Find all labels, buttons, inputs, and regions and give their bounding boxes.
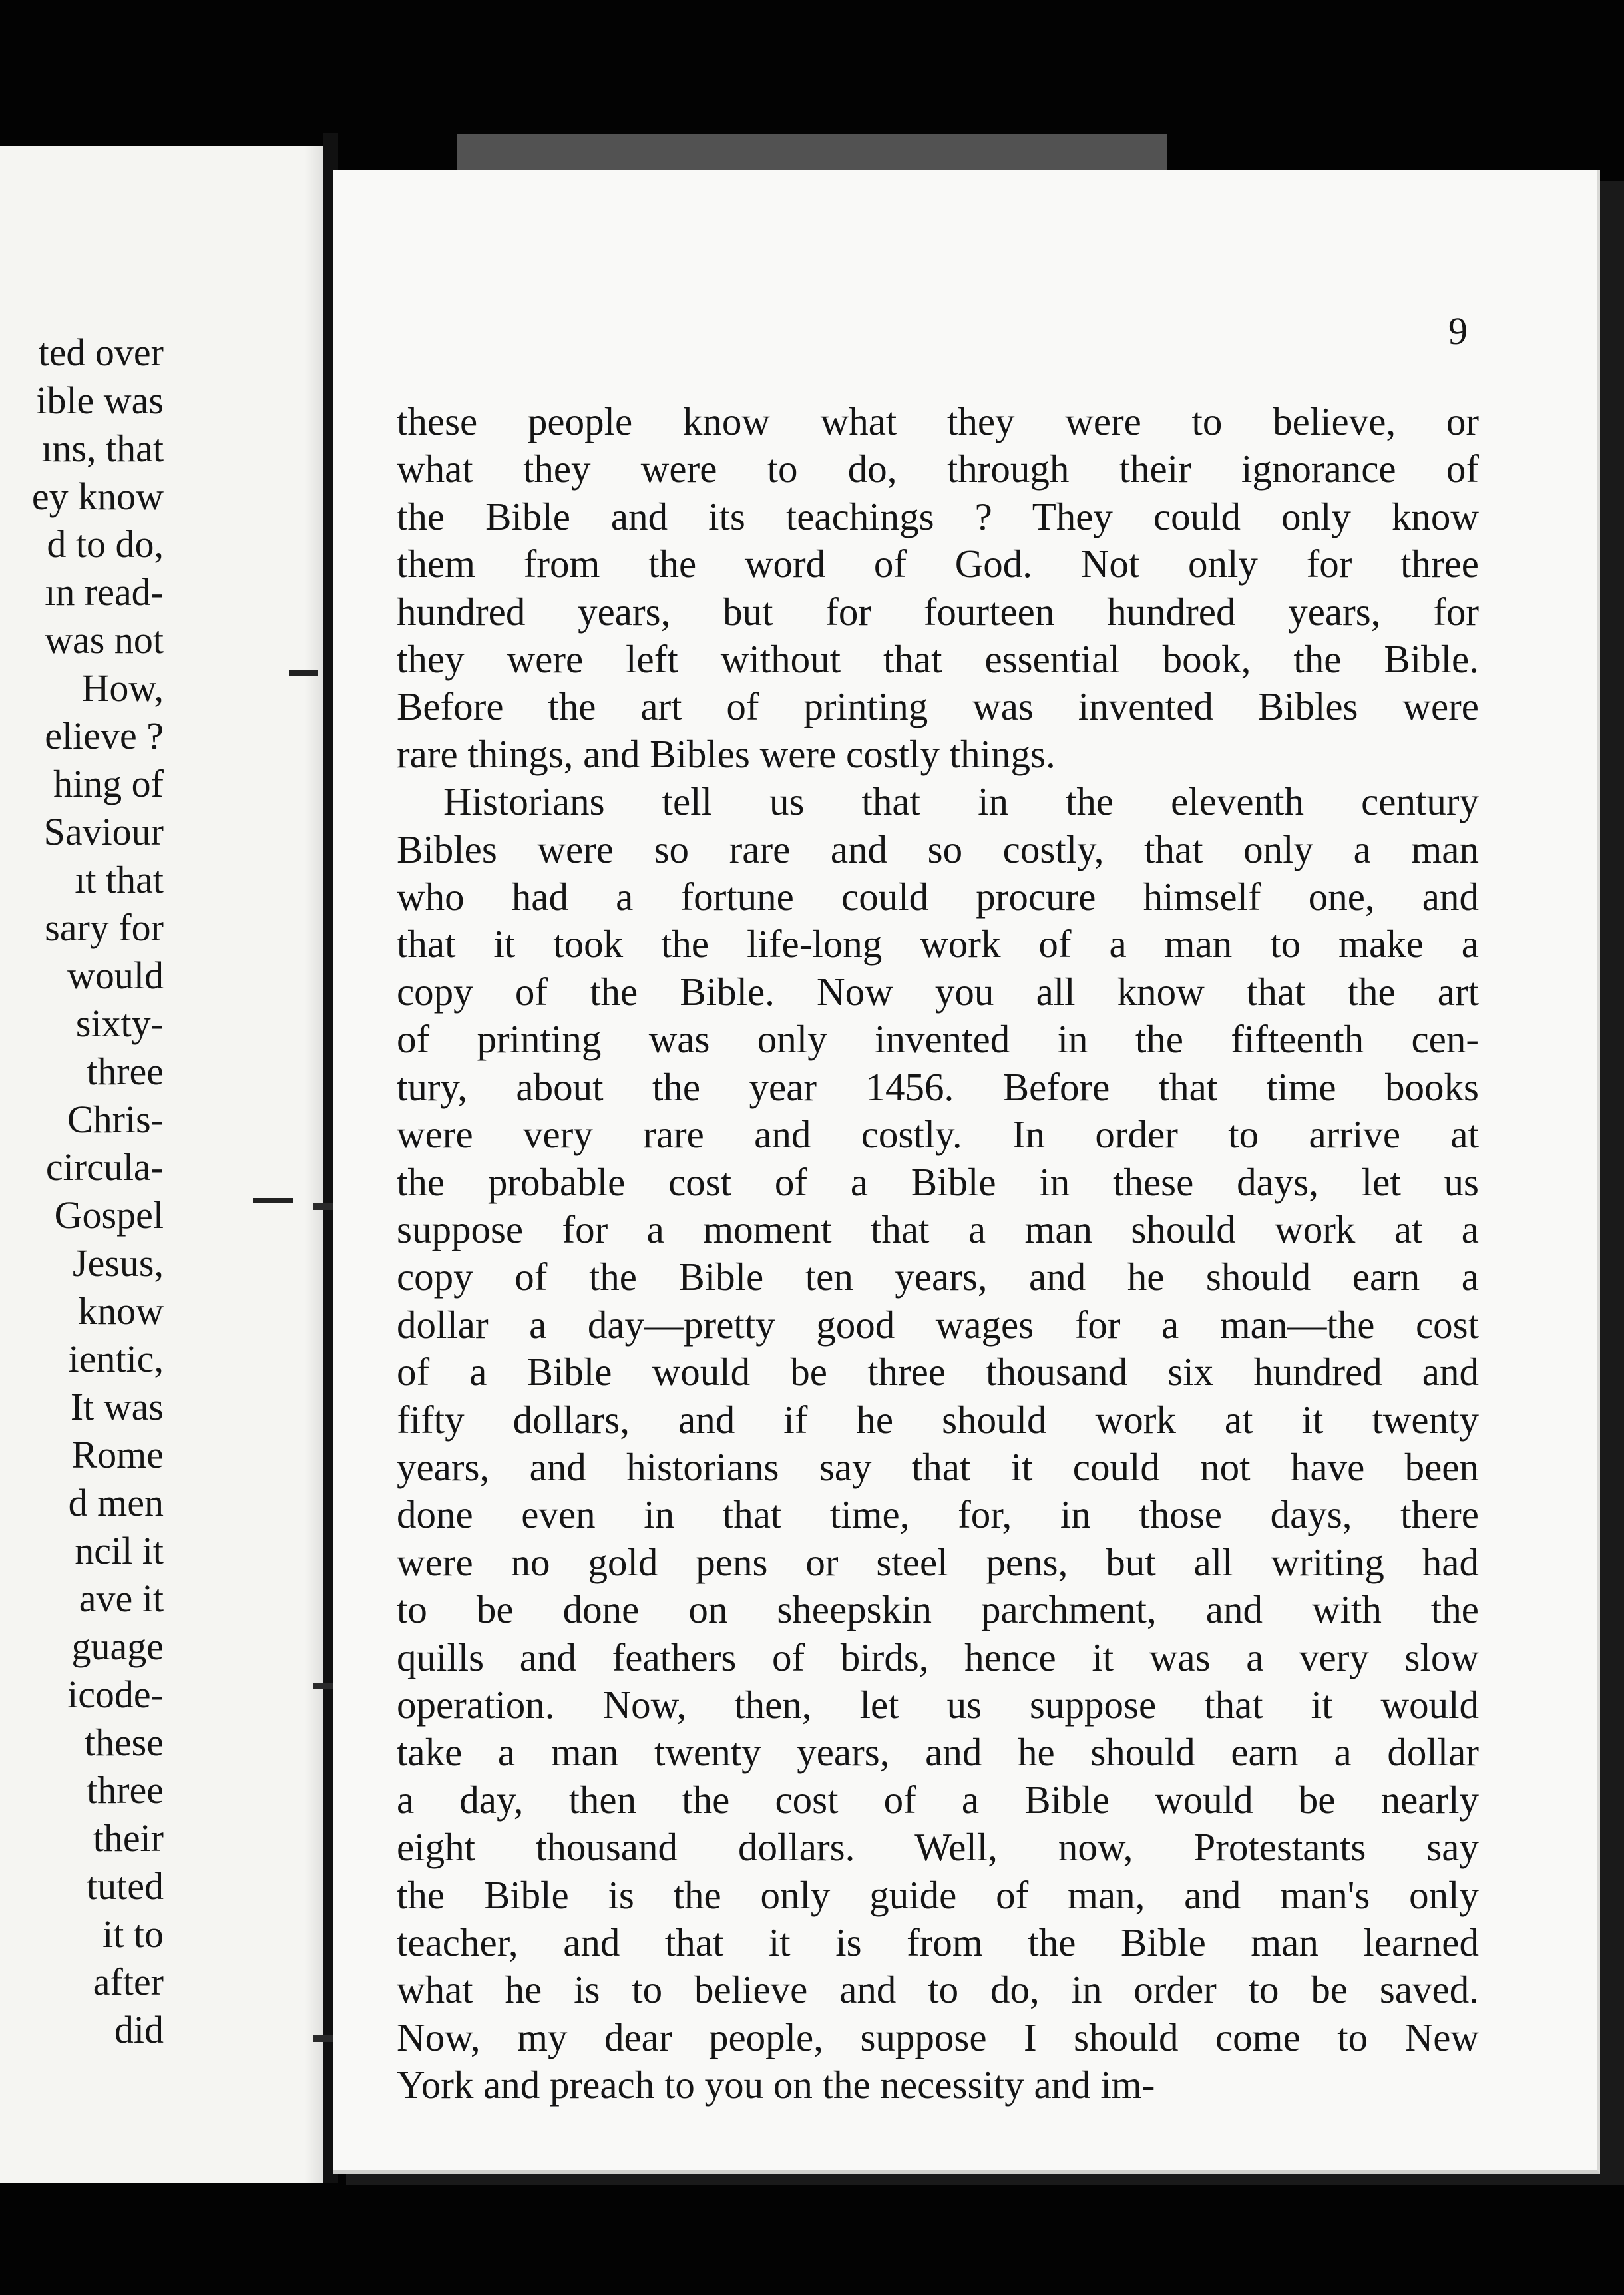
margin-mark [289,670,318,676]
top-binding-strip [457,134,1167,176]
left-page-line: icode- [67,1673,164,1716]
body-line: take a man twenty years, and he should earn a dollar [397,1730,1479,1774]
left-page-line: ıt that [75,858,164,901]
left-page-line: three [87,1050,164,1093]
body-line: were no gold pens or steel pens, but all writing had [397,1540,1479,1584]
left-page-line: d to do, [47,522,164,566]
left-page-line: it to [102,1912,164,1956]
left-page-line: sixty- [75,1002,164,1045]
body-line: hundred years, but for fourteen hundred years, for [397,589,1479,634]
left-page-line: guage [71,1625,164,1668]
body-line: Before the art of printing was invented Bibles were [397,684,1479,729]
left-page-line: ave it [79,1577,164,1620]
left-page-line: ıns, that [41,427,164,470]
body-line: of a Bible would be three thousand six hundred and [397,1350,1479,1394]
body-line: Now, my dear people, suppose I should come to New [397,2015,1479,2059]
body-line: were very rare and costly. In order to arrive at [397,1112,1479,1157]
left-page-line: ientic, [68,1337,164,1380]
left-page-line: hing of [53,762,164,805]
left-page-line: ın read- [45,570,164,614]
left-page-line: ible was [36,379,164,422]
left-page-line: did [114,2008,164,2051]
left-page-line: ncil it [75,1529,164,1572]
body-line: teacher, and that it is from the Bible man learned [397,1920,1479,1964]
left-page-line: was not [45,618,164,662]
body-line: the probable cost of a Bible in these days, let us [397,1159,1479,1204]
right-page [333,170,1600,2174]
left-page-text [32,329,164,2054]
left-page-line: Saviour [43,810,164,853]
left-page-line: d men [68,1481,164,1524]
body-line: done even in that time, for, in those days, there [397,1492,1479,1537]
body-line: who had a fortune could procure himself one, and [397,875,1479,919]
body-line: Historians tell us that in the eleventh century [443,779,1479,824]
left-page-line: Chris- [67,1098,164,1141]
left-page-line: would [67,954,164,997]
left-page-line: How, [81,666,164,710]
body-line: these people know what they were to believe, or [397,399,1479,443]
body-line: suppose for a moment that a man should work at a [397,1207,1479,1251]
left-page-line: these [84,1721,164,1764]
body-line: the Bible and its teachings ? They could only know [397,494,1479,538]
left-page-line: circula- [45,1146,164,1189]
margin-mark [253,1198,293,1203]
left-page-line: Rome [71,1433,164,1476]
body-line: York and preach to you on the necessity and im- [397,2063,1155,2107]
left-page-line: ted over [38,331,164,374]
body-line: tury, about the year 1456. Before that time books [397,1064,1479,1109]
left-page-line: tuted [87,1864,164,1908]
body-line: rare things, and Bibles were costly things. [397,731,1056,776]
body-line: fifty dollars, and if he should work at it twenty [397,1397,1479,1442]
body-line: years, and historians say that it could not have been [397,1444,1479,1489]
body-line: what he is to believe and to do, in order to be saved. [397,1968,1479,2012]
left-page-line: know [78,1289,164,1333]
left-page-line: elieve ? [45,714,164,757]
left-page-line: after [93,1960,164,2003]
body-line: the Bible is the only guide of man, and man's only [397,1872,1479,1917]
body-line: them from the word of God. Not only for three [397,542,1479,586]
body-line: a day, then the cost of a Bible would be nearly [397,1777,1479,1822]
left-page-line: Gospel [54,1193,164,1237]
left-page-line: their [93,1816,164,1860]
body-line: they were left without that essential book, the Bible. [397,637,1479,682]
left-page-line: Jesus, [73,1241,164,1285]
body-line: to be done on sheepskin parchment, and with the [397,1587,1479,1632]
body-line: dollar a day—pretty good wages for a man—the cost [397,1302,1479,1347]
left-page [0,146,331,2183]
left-page-line: sary for [45,906,164,949]
left-page-line: three [87,1769,164,1812]
body-line: copy of the Bible. Now you all know that the art [397,969,1479,1014]
body-line: what they were to do, through their ignorance of [397,447,1479,491]
body-line: of printing was only invented in the fifteenth cen- [397,1017,1479,1062]
body-line: Bibles were so rare and so costly, that only a man [397,827,1479,871]
page-number: 9 [1448,310,1468,353]
left-page-line: ey know [31,475,164,518]
body-line: operation. Now, then, let us suppose that it would [397,1682,1479,1727]
body-line: that it took the life-long work of a man to make a [397,922,1479,966]
body-line: eight thousand dollars. Well, now, Protestants say [397,1825,1479,1870]
body-line: quills and feathers of birds, hence it was a very slow [397,1635,1479,1679]
left-page-line: It was [70,1385,164,1428]
body-line: copy of the Bible ten years, and he should earn a [397,1255,1479,1299]
page-body-text [397,398,1479,2109]
